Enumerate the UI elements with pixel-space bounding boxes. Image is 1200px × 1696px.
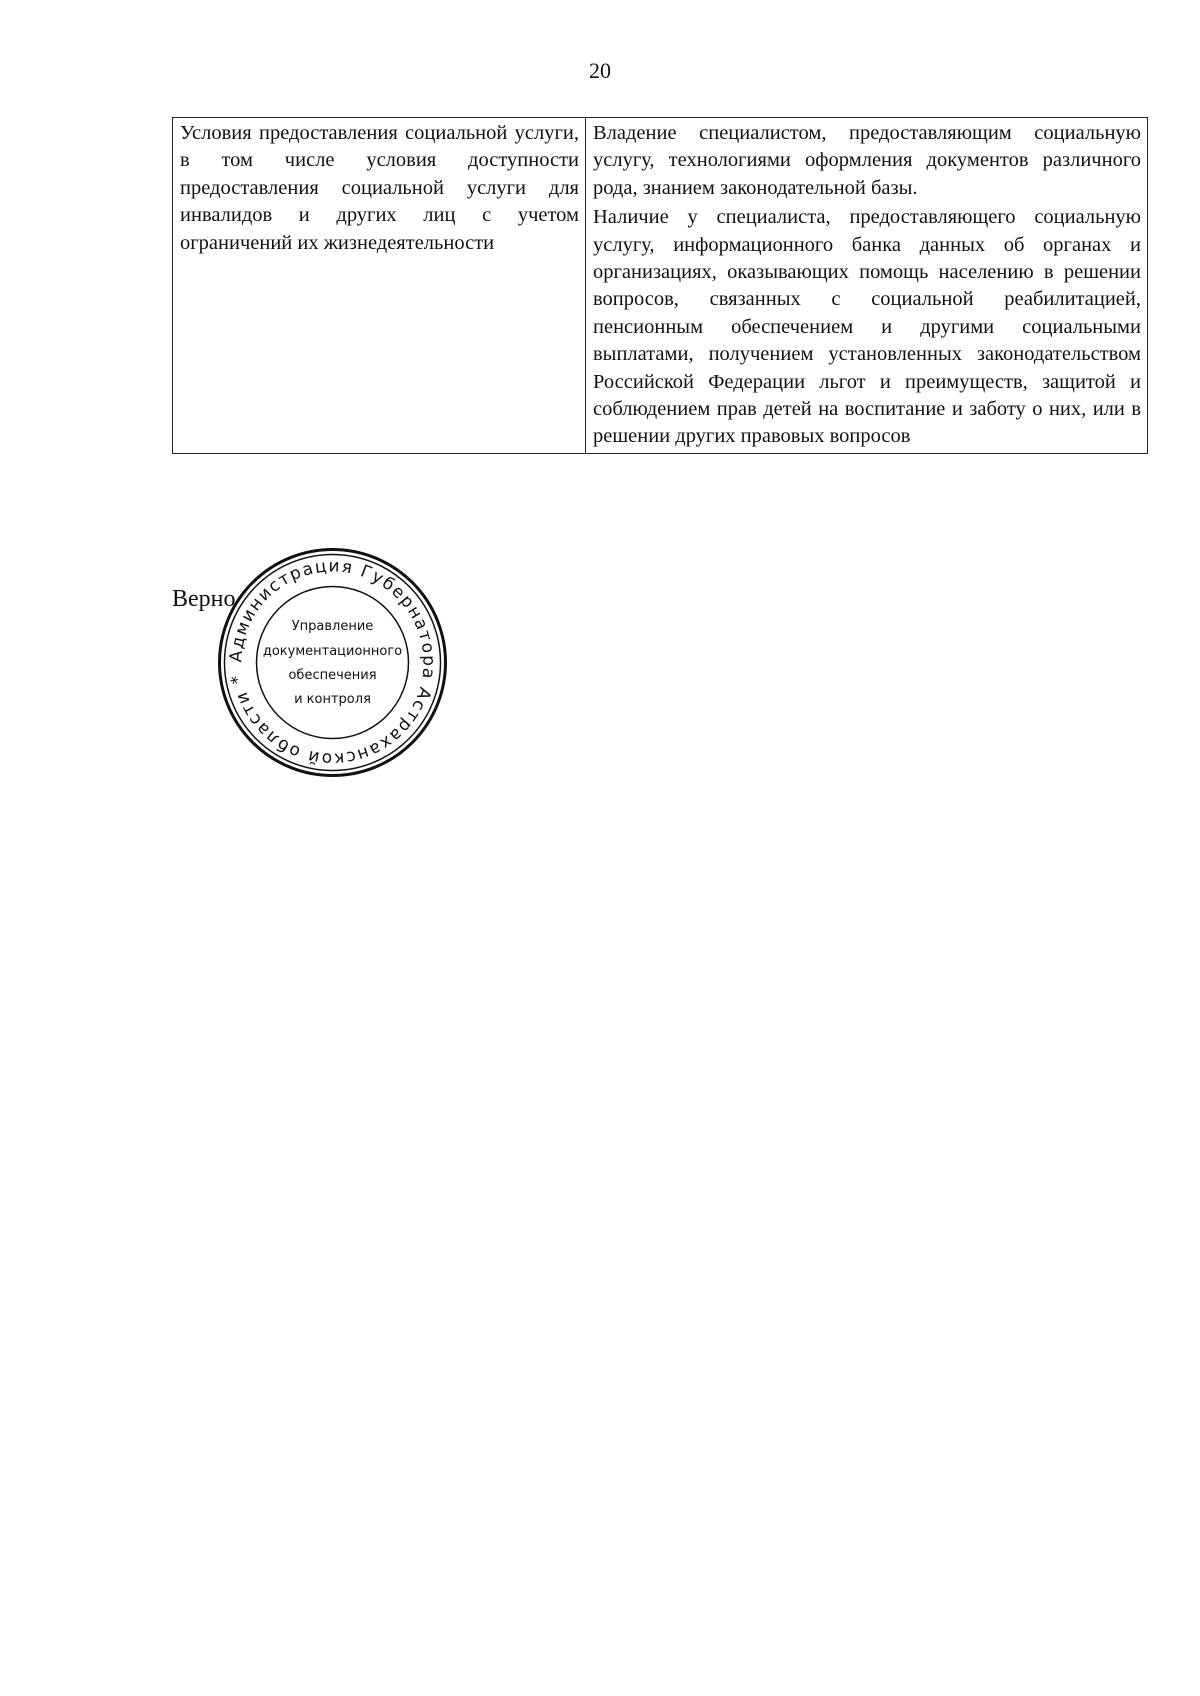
table-cell-description bbox=[586, 118, 1148, 454]
seal-center-line: обеспечения bbox=[288, 668, 377, 683]
seal-graphic bbox=[215, 545, 450, 780]
description-paragraph: Владение специалистом, предоставляющим социальную услугу, технологиями оформления документов различного рода, знанием законодательной базы. bbox=[593, 122, 1141, 199]
seal-outer-ring bbox=[220, 550, 446, 776]
seal-center-line: Управление bbox=[291, 619, 374, 634]
seal-outer-text: Администрация Губернатора Астраханской области * bbox=[226, 556, 439, 769]
seal-center-line: и контроля bbox=[294, 692, 371, 707]
table-cell-condition bbox=[173, 118, 586, 454]
seal-center-line: документационного bbox=[262, 644, 403, 659]
certification-label: Верно bbox=[172, 586, 236, 612]
table-row bbox=[173, 118, 1148, 454]
condition-text: Условия предоставления социальной услуги, в том числе условия доступности предоставления социальной услуги для инвалидов и других лиц с учетом ограничений их жизнедеятельности bbox=[180, 122, 579, 254]
official-seal bbox=[215, 545, 450, 780]
description-paragraph: Наличие у специалиста, предоставляющего социальную услугу, информационного банка данных об органах и организациях, оказывающих помощь населению в решении вопросов, связанных с социальной реабилитацией, пенсионным обеспечением и другими социальными выплатами, получением установленных законодательством Российской Федерации льгот и преимуществ, защитой и соблюдением прав детей на воспитание и заботу о них, или в решении других правовых вопросов bbox=[593, 206, 1141, 448]
service-conditions-table bbox=[172, 117, 1148, 454]
page-number: 20 bbox=[589, 58, 611, 83]
seal-inner-ring bbox=[257, 587, 409, 739]
